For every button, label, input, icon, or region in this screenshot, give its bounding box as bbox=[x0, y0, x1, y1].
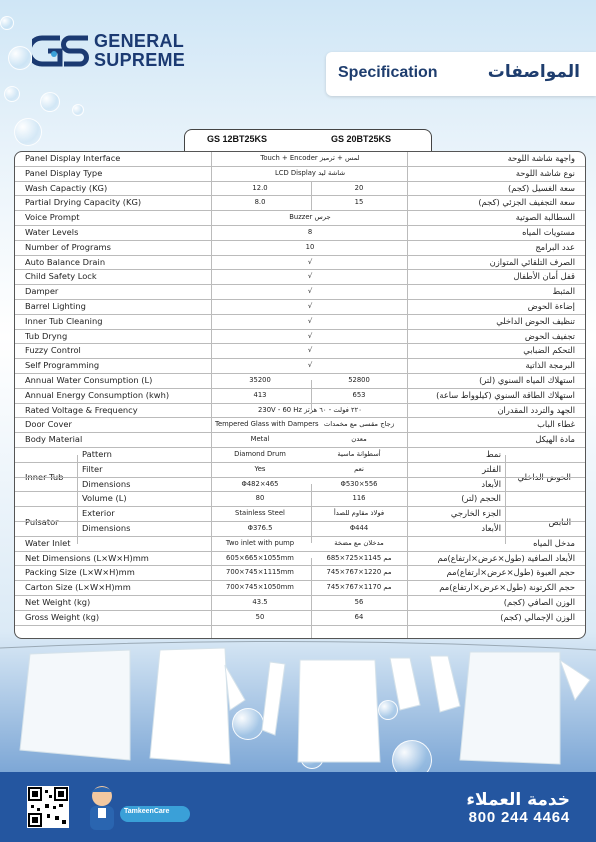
table-row bbox=[15, 566, 585, 581]
pulsator-label-en: Pulsator bbox=[25, 517, 59, 527]
spec-label-en: Inner Tub Cleaning bbox=[25, 315, 103, 326]
qr-code-icon[interactable] bbox=[27, 786, 69, 828]
spec-label-ar: الفلتر bbox=[482, 463, 501, 474]
spec-label-ar: السطالبة الصوتية bbox=[515, 212, 575, 223]
value-both-models: √ bbox=[307, 331, 313, 340]
spec-label-ar: الأبعاد bbox=[481, 523, 501, 533]
spec-label-ar: مستويات المياه bbox=[522, 227, 575, 237]
bubble-decoration bbox=[4, 86, 20, 102]
spec-label-en: Volume (L) bbox=[82, 493, 127, 504]
brand-name-line2: SUPREME bbox=[94, 50, 186, 70]
spec-label-ar: مدخل المياه bbox=[533, 537, 575, 548]
spec-label-en: Wash Capactiy (KG) bbox=[25, 182, 108, 193]
brand-logo bbox=[32, 30, 202, 78]
spec-label-en: Carton Size (L×W×H)mm bbox=[25, 582, 131, 593]
spec-label-ar: الحجم (لتر) bbox=[461, 493, 501, 504]
spec-label-en: Self Programming bbox=[25, 360, 100, 371]
spec-label-ar: الوزن الصافي (كجم) bbox=[503, 597, 575, 607]
table-row bbox=[15, 596, 585, 611]
value-model-2: Φ444 bbox=[349, 524, 369, 532]
spec-label-en: Tub Dryng bbox=[25, 330, 68, 341]
spec-label-ar: الوزن الإجمالي (كجم) bbox=[500, 611, 575, 622]
inner-tub-label-ar: الحوض الداخلي bbox=[517, 472, 571, 482]
value-arabic: فولاذ مقاوم للصدأ bbox=[333, 509, 385, 518]
value-model-2: 15 bbox=[354, 198, 364, 207]
spec-label-en: Panel Display Interface bbox=[25, 153, 121, 163]
value-model-1: Diamond Drum bbox=[234, 450, 286, 458]
spec-label-ar: المثبط bbox=[552, 286, 575, 297]
value-model-2: 745×767×1220 مم bbox=[326, 568, 392, 577]
value-model-2: 116 bbox=[352, 494, 366, 503]
spec-label-ar: تنظيف الحوض الداخلي bbox=[496, 315, 575, 326]
technician-mascot-icon bbox=[80, 782, 124, 832]
spec-label-en: Gross Weight (kg) bbox=[25, 611, 100, 622]
bubble-decoration bbox=[0, 16, 14, 30]
value-arabic: أسطوانة ماسية bbox=[337, 450, 381, 458]
value-model-1: 12.0 bbox=[252, 183, 268, 192]
table-row bbox=[15, 315, 585, 330]
table-row bbox=[15, 167, 585, 182]
spec-label-en: Number of Programs bbox=[25, 241, 111, 252]
spec-label-ar: الأبعاد الصافية (طول×عرض×ارتفاع)مم bbox=[437, 552, 575, 563]
table-row bbox=[15, 418, 585, 433]
table-row bbox=[15, 611, 585, 626]
spec-label-en: Rated Voltage & Frequency bbox=[25, 404, 138, 415]
spec-label-en: Net Dimensions (L×W×H)mm bbox=[25, 552, 149, 563]
bubble-decoration bbox=[14, 118, 42, 146]
value-model-1: Φ376.5 bbox=[247, 524, 273, 532]
table-row bbox=[15, 226, 585, 241]
value-model-2: 64 bbox=[354, 612, 364, 621]
table-row bbox=[15, 241, 585, 256]
value-arabic: نعم bbox=[354, 464, 364, 473]
value-both-models: √ bbox=[307, 346, 313, 355]
value-both-models: √ bbox=[307, 316, 313, 325]
value-model-2: 653 bbox=[352, 390, 366, 399]
table-row bbox=[15, 537, 585, 552]
value-model-1: Metal bbox=[250, 435, 270, 444]
spec-label-ar: البرمجة الذاتية bbox=[525, 360, 575, 371]
page-title-en: Specification bbox=[338, 64, 438, 81]
spec-label-ar: الأبعاد bbox=[481, 478, 501, 489]
value-model-2: 685×725×1145 مم bbox=[326, 553, 392, 562]
specification-banner bbox=[326, 52, 596, 96]
spec-label-en: Barrel Lighting bbox=[25, 301, 86, 311]
table-row bbox=[15, 433, 585, 448]
table-row bbox=[15, 478, 585, 493]
laundry-illustration bbox=[0, 640, 596, 770]
spec-label-ar: إضاءة الحوض bbox=[527, 301, 575, 311]
value-both-models: Touch + Encoder لمس + ترميز bbox=[260, 154, 360, 162]
table-row bbox=[15, 581, 585, 596]
spec-label-en: Water Levels bbox=[25, 227, 79, 237]
value-model-1: 8.0 bbox=[254, 198, 266, 207]
table-row bbox=[15, 344, 585, 359]
value-model-2: 56 bbox=[354, 598, 364, 606]
value-model-1: 413 bbox=[253, 390, 267, 399]
bubble-decoration bbox=[8, 46, 32, 70]
brand-name bbox=[94, 32, 185, 70]
table-row bbox=[15, 182, 585, 197]
value-both-models: √ bbox=[307, 302, 313, 310]
spec-label-en: Filter bbox=[82, 463, 103, 474]
model-header bbox=[184, 129, 432, 151]
value-model-1: 80 bbox=[255, 494, 265, 503]
spec-label-en: Panel Display Type bbox=[25, 167, 103, 178]
table-row bbox=[15, 374, 585, 389]
value-model-2: Φ530×556 bbox=[340, 479, 378, 488]
spec-label-en: Exterior bbox=[82, 508, 115, 519]
customer-service-label: خدمة العملاء bbox=[466, 790, 570, 810]
value-both-models: √ bbox=[307, 287, 313, 296]
value-model-2: 745×767×1170 مم bbox=[326, 583, 392, 592]
pulsator-label-ar: النابض bbox=[548, 517, 571, 527]
value-both-models: 230V - 60 Hz ٢٢٠ فولت - ٦٠ هرتز bbox=[258, 405, 362, 414]
table-row bbox=[15, 256, 585, 271]
spec-table bbox=[14, 151, 586, 639]
spec-label-ar: الجهد والتردد المقدران bbox=[497, 404, 575, 415]
spec-label-ar: قفل أمان الأطفال bbox=[513, 271, 575, 282]
value-model-1: Yes bbox=[254, 464, 266, 473]
spec-label-ar: التحكم الضبابي bbox=[523, 345, 575, 356]
value-model-2: 52800 bbox=[348, 376, 370, 384]
value-both-models: 8 bbox=[307, 228, 313, 236]
spec-label-en: Door Cover bbox=[25, 419, 72, 430]
value-model-1: 50 bbox=[255, 612, 265, 621]
spec-label-ar: الجزء الخارجي bbox=[450, 508, 501, 519]
spec-label-ar: سعة التجفيف الجزئي (كجم) bbox=[478, 197, 575, 208]
value-both-models: 10 bbox=[305, 242, 315, 251]
spec-label-en: Dimensions bbox=[82, 523, 131, 533]
spec-label-en: Annual Energy Consumption (kwh) bbox=[25, 389, 170, 400]
spec-label-en: Packing Size (L×W×H)mm bbox=[25, 567, 135, 578]
table-row bbox=[15, 152, 585, 167]
bubble-decoration bbox=[72, 104, 84, 116]
value-model-1: Two inlet with pump bbox=[225, 538, 295, 547]
inner-tub-label-en: Inner Tub bbox=[25, 472, 64, 482]
tamkeen-name: TamkeenCare bbox=[124, 808, 170, 815]
spec-label-ar: نوع شاشة اللوحة bbox=[515, 167, 575, 178]
value-both-models: √ bbox=[307, 272, 313, 281]
table-row bbox=[15, 404, 585, 419]
table-row bbox=[15, 522, 585, 537]
value-both-models: √ bbox=[307, 361, 313, 370]
spec-label-en: Water Inlet bbox=[25, 537, 71, 548]
spec-label-en: Child Safety Lock bbox=[25, 271, 97, 282]
bubble-decoration bbox=[40, 92, 60, 112]
value-model-2: 20 bbox=[354, 183, 364, 192]
table-row bbox=[15, 285, 585, 300]
spec-label-ar: استهلاك المياه السنوي (لتر) bbox=[479, 375, 575, 385]
spec-label-en: Auto Balance Drain bbox=[25, 256, 106, 267]
table-row bbox=[15, 552, 585, 567]
spec-label-en: Voice Prompt bbox=[25, 212, 80, 223]
model-name-1: GS 12BT25KS bbox=[207, 134, 268, 144]
table-row bbox=[15, 196, 585, 211]
spec-label-ar: الصرف التلقائي المتوازن bbox=[489, 256, 575, 267]
value-model-1: 43.5 bbox=[252, 598, 268, 606]
spec-label-en: Damper bbox=[25, 286, 59, 297]
spec-label-en: Net Weight (kg) bbox=[25, 597, 91, 607]
table-row bbox=[15, 270, 585, 285]
brand-name-line1: GENERAL bbox=[94, 31, 185, 51]
value-arabic: معدن bbox=[351, 435, 367, 444]
table-row bbox=[15, 211, 585, 226]
spec-label-ar: مادة الهيكل bbox=[535, 434, 575, 445]
table-row bbox=[15, 448, 585, 463]
value-model-1: Stainless Steel bbox=[235, 509, 285, 518]
spec-label-ar: استهلاك الطاقة السنوي (كيلوواط ساعة) bbox=[436, 389, 575, 400]
page-title-ar: المواصفات bbox=[487, 62, 580, 82]
table-row bbox=[15, 330, 585, 345]
table-row bbox=[15, 359, 585, 374]
value-model-1: 605×665×1055mm bbox=[226, 553, 294, 562]
value-both-models: Buzzer جرس bbox=[289, 213, 331, 222]
spec-label-ar: عدد البرامج bbox=[535, 241, 575, 252]
spec-label-en: Pattern bbox=[82, 449, 112, 459]
spec-label-en: Partial Drying Capacity (KG) bbox=[25, 197, 142, 208]
value-both-models: LCD Display شاشة ليد bbox=[274, 168, 346, 177]
value-both-models: √ bbox=[307, 257, 313, 266]
table-row bbox=[15, 507, 585, 522]
spec-label-ar: حجم الكرتونة (طول×عرض×ارتفاع)مم bbox=[439, 582, 575, 593]
spec-label-en: Dimensions bbox=[82, 478, 131, 489]
spec-label-en: Body Material bbox=[25, 434, 83, 445]
value-arabic: مدخلان مع مضخة bbox=[334, 538, 384, 547]
value-model-1: Φ482×465 bbox=[241, 479, 279, 488]
table-row bbox=[15, 492, 585, 507]
spec-label-en: Annual Water Consumption (L) bbox=[25, 375, 153, 385]
value-model-1: Tempered Glass with Dampers bbox=[215, 420, 319, 429]
spec-label-ar: غطاء الباب bbox=[537, 419, 575, 430]
spec-label-ar: واجهة شاشة اللوحة bbox=[507, 153, 575, 163]
spec-label-ar: نمط bbox=[486, 449, 501, 459]
table-row bbox=[15, 389, 585, 404]
spec-label-en: Fuzzy Control bbox=[25, 345, 81, 356]
model-name-2: GS 20BT25KS bbox=[331, 134, 392, 144]
tamkeen-care-logo bbox=[80, 782, 190, 832]
value-model-1: 700×745×1115mm bbox=[226, 568, 294, 577]
table-row bbox=[15, 463, 585, 478]
brand-mark-icon bbox=[32, 34, 90, 68]
value-model-1: 700×745×1050mm bbox=[226, 583, 294, 592]
table-row bbox=[15, 300, 585, 315]
spec-label-ar: حجم العبوة (طول×عرض×ارتفاع)مم bbox=[446, 567, 575, 578]
customer-service-phone[interactable]: 800 244 4464 bbox=[468, 809, 570, 826]
value-arabic: زجاج مقسى مع مخمدات bbox=[323, 420, 395, 429]
spec-label-ar: تجفيف الحوض bbox=[524, 330, 575, 341]
spec-label-ar: سعة الغسيل (كجم) bbox=[507, 182, 575, 193]
value-model-1: 35200 bbox=[249, 376, 271, 384]
